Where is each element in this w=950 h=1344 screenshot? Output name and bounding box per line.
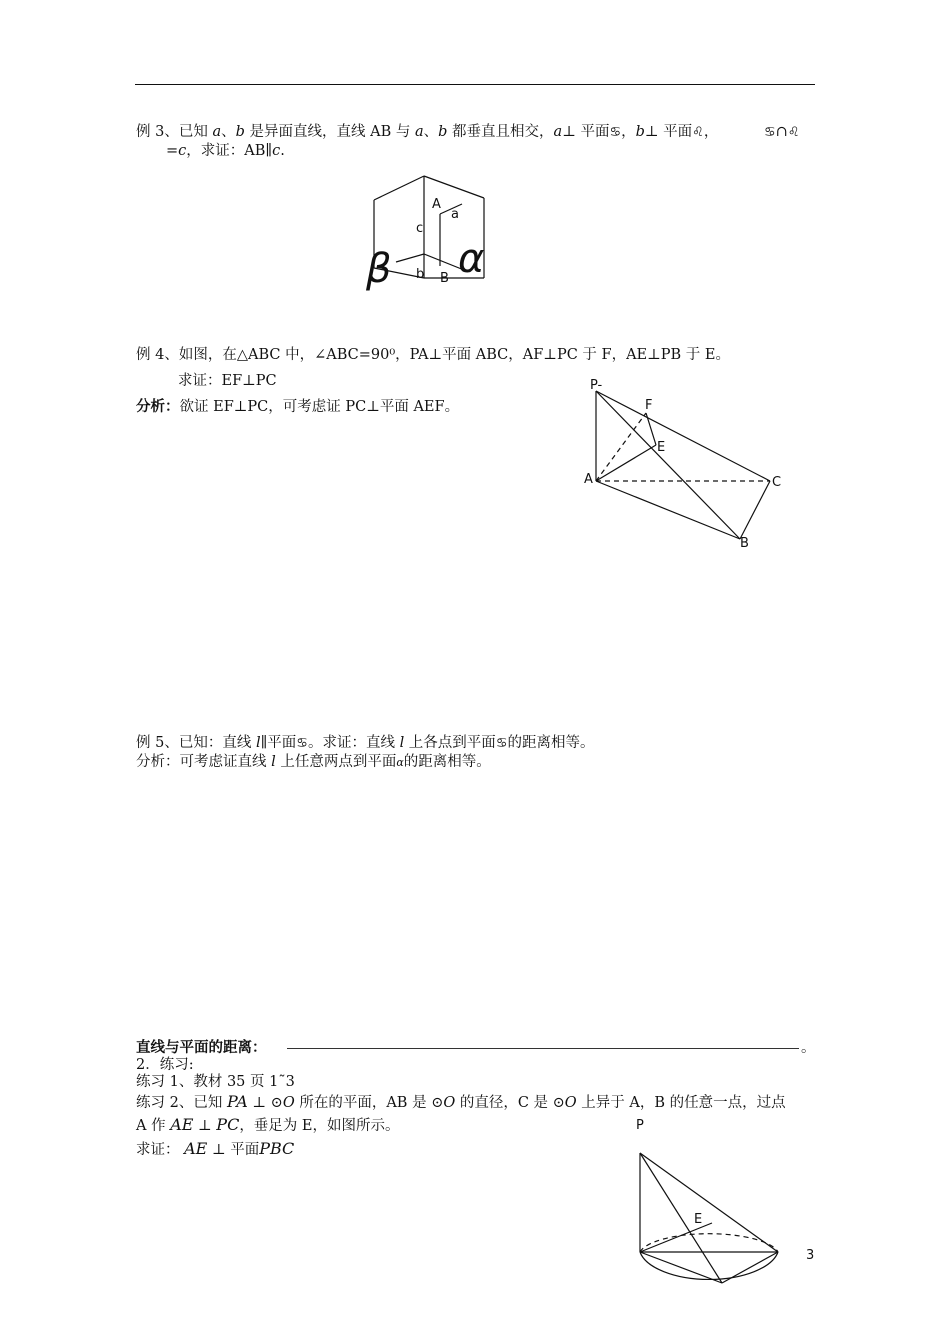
ex4-label-F: F [645, 398, 653, 413]
ex4-statement: 例 4、如图，在△ABC 中，∠ABC=90⁰，PA⊥平面 ABC，AF⊥PC 于 F，AE⊥PB 于 E。 [136, 347, 730, 363]
ex3-label-c: c [416, 221, 424, 236]
practice-1: 练习 1、教材 35 页 1˜3 [136, 1074, 295, 1090]
ex3-label-a: a [451, 207, 459, 222]
ex3-dihedral-figure [360, 170, 500, 295]
ex3-label-b: b [416, 267, 425, 282]
ex4-prove: 求证：EF⊥PC [178, 373, 277, 389]
practice-2-prove: 求证： AE ⊥ 平面PBC [136, 1139, 295, 1158]
practice-cone-figure [630, 1115, 790, 1295]
ex5-analysis: 分析：可考虑证直线 l 上任意两点到平面α的距离相等。 [136, 754, 491, 770]
practice-heading: 2．练习: [136, 1057, 194, 1073]
ex4-label-A: A [584, 472, 593, 487]
practice-label-E: E [694, 1212, 703, 1227]
ex4-label-B: B [740, 536, 749, 551]
ex5-statement: 例 5、已知：直线 l∥平面♋。求证：直线 l 上各点到平面♋的距离相等。 [136, 735, 595, 751]
ex4-analysis: 分析：欲证 EF⊥PC，可考虑证 PC⊥平面 AEF。 [136, 398, 460, 415]
ex3-label-beta: β [366, 246, 392, 292]
ex3-label-B: B [440, 271, 449, 286]
ex3-intersection: ♋∩♌ [764, 124, 800, 140]
ex3-statement-line1: 例 3、已知 a、b 是异面直线，直线 AB 与 a、b 都垂直且相交，a⊥ 平面♋，b⊥ 平面♌， [136, 124, 719, 140]
practice-2-line2: A 作 AE ⊥ PC，垂足为 E，如图所示。 [136, 1115, 400, 1134]
ex4-label-C: C [772, 475, 782, 490]
practice-label-P: P [636, 1118, 644, 1133]
header-rule [135, 84, 815, 85]
distance-blank [287, 1048, 799, 1049]
ex4-tetrahedron-figure [580, 375, 790, 555]
ex3-statement-line2: =c，求证：AB∥c. [166, 143, 285, 159]
page-number: 3 [806, 1248, 815, 1263]
ex3-label-A: A [432, 197, 441, 212]
ex4-label-P: P- [590, 378, 603, 393]
practice-2-line1: 练习 2、已知 PA ⊥ ⊙O 所在的平面，AB 是 ⊙O 的直径，C 是 ⊙O 上异于 A，B 的任意一点，过点 [136, 1092, 786, 1111]
ex4-label-E: E [657, 440, 666, 455]
distance-end: 。 [801, 1040, 816, 1056]
ex3-label-alpha: α [458, 236, 485, 282]
distance-label: 直线与平面的距离： [136, 1039, 267, 1056]
